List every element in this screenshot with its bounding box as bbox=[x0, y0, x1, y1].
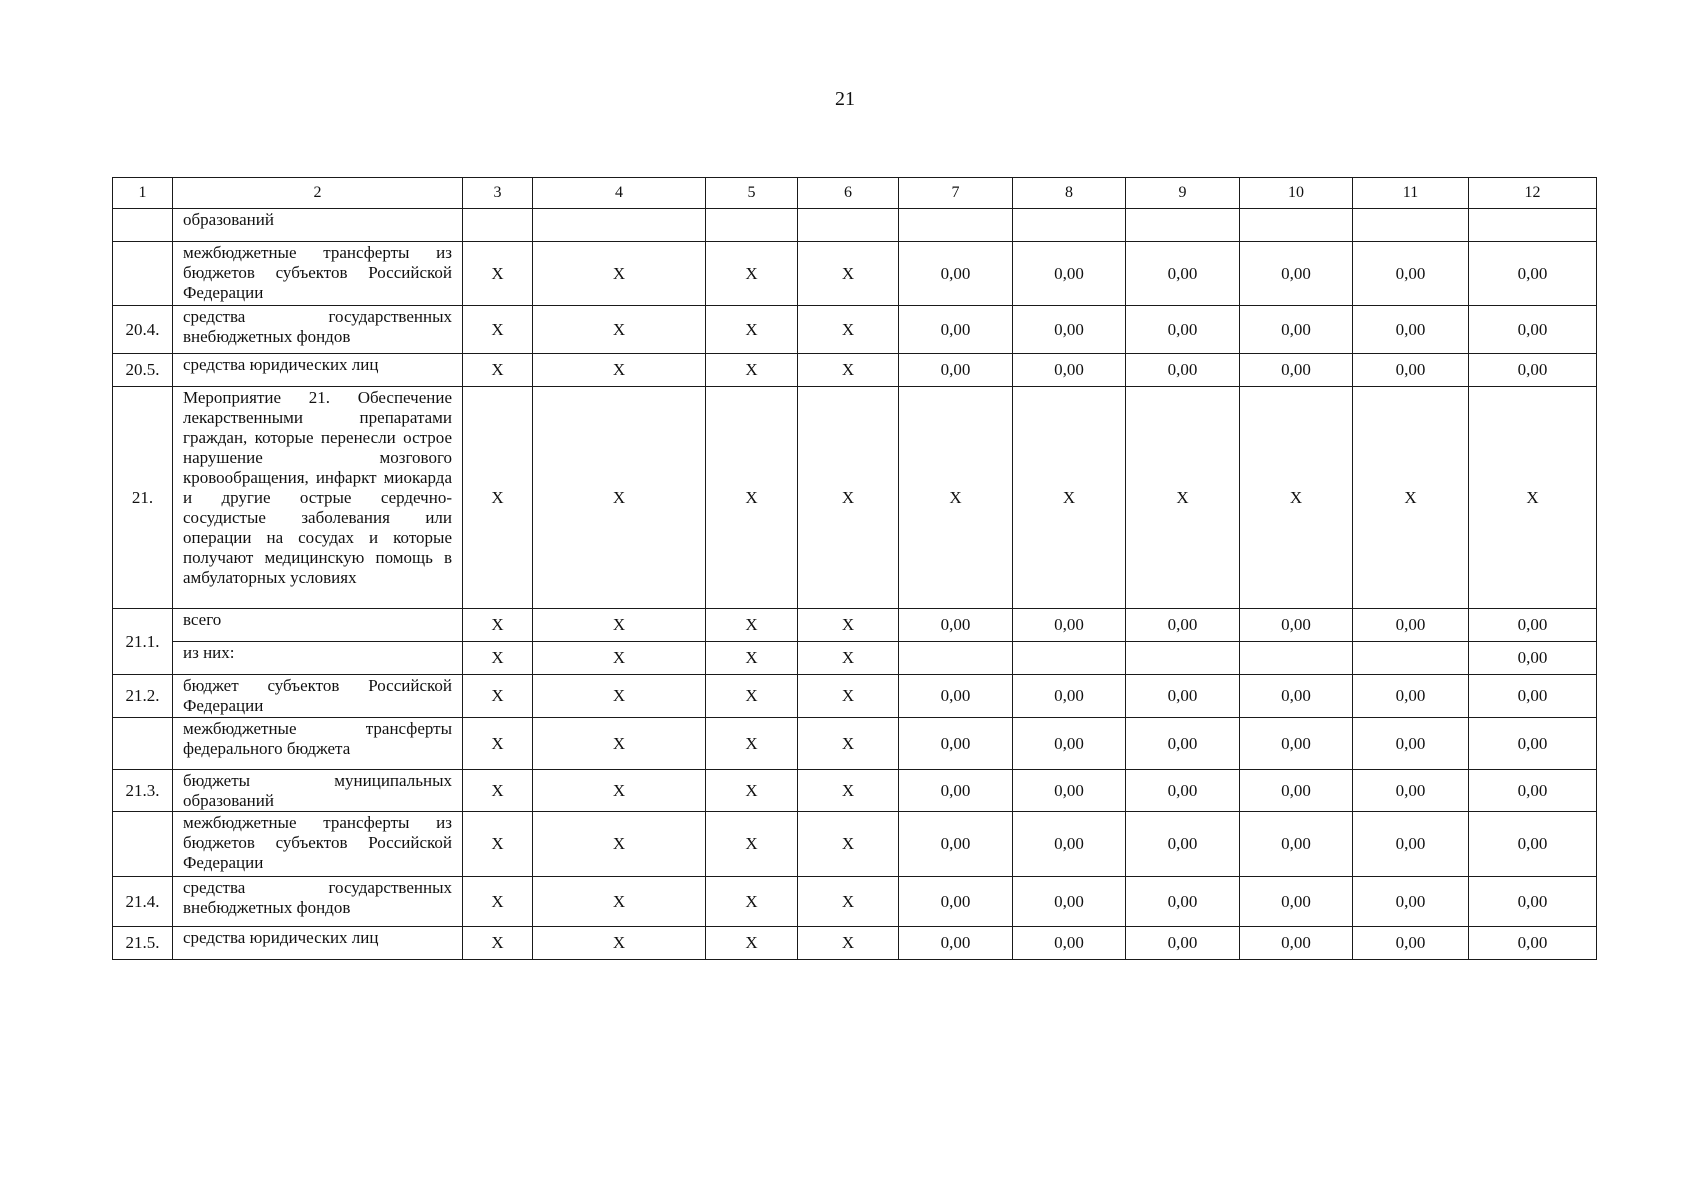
row-number: 21.4. bbox=[113, 877, 173, 927]
table-cell: 0,00 bbox=[1240, 927, 1353, 960]
table-cell: X bbox=[798, 242, 899, 306]
table-cell: 0,00 bbox=[1013, 718, 1126, 770]
table-cell: 0,00 bbox=[1240, 812, 1353, 877]
table-cell: 0,00 bbox=[1013, 770, 1126, 812]
row-name: всего bbox=[173, 609, 463, 642]
table-cell: 0,00 bbox=[1469, 812, 1597, 877]
table-cell: X bbox=[463, 770, 533, 812]
page-number: 21 bbox=[835, 88, 855, 110]
table-cell: X bbox=[798, 877, 899, 927]
table-cell: X bbox=[798, 306, 899, 354]
column-header: 4 bbox=[533, 178, 706, 209]
table-cell: 0,00 bbox=[899, 306, 1013, 354]
table-row bbox=[113, 242, 1597, 306]
table-cell: X bbox=[706, 642, 798, 675]
table-cell: 0,00 bbox=[1126, 927, 1240, 960]
column-header: 11 bbox=[1353, 178, 1469, 209]
row-name: образований bbox=[173, 209, 463, 242]
table-cell: 0,00 bbox=[1240, 675, 1353, 718]
table-cell bbox=[1353, 642, 1469, 675]
table-cell: 0,00 bbox=[1469, 877, 1597, 927]
table-cell: 0,00 bbox=[1126, 354, 1240, 387]
table-cell: X bbox=[1469, 387, 1597, 609]
table-cell: 0,00 bbox=[899, 812, 1013, 877]
table-cell: 0,00 bbox=[1013, 812, 1126, 877]
table-cell: X bbox=[533, 609, 706, 642]
table-cell: 0,00 bbox=[1240, 877, 1353, 927]
table-cell: 0,00 bbox=[1469, 242, 1597, 306]
table-cell: 0,00 bbox=[1013, 927, 1126, 960]
row-name: межбюджетные трансферты федерального бюджета bbox=[173, 718, 463, 770]
table-cell: 0,00 bbox=[1013, 609, 1126, 642]
table-row bbox=[113, 306, 1597, 354]
table-cell: 0,00 bbox=[1126, 770, 1240, 812]
table-cell: X bbox=[463, 242, 533, 306]
table-cell: 0,00 bbox=[1469, 354, 1597, 387]
row-number: 21.3. bbox=[113, 770, 173, 812]
table-cell: X bbox=[706, 354, 798, 387]
table-cell: 0,00 bbox=[1353, 927, 1469, 960]
row-number: 21.1. bbox=[113, 609, 173, 675]
table-cell: X bbox=[798, 927, 899, 960]
table-cell: X bbox=[798, 354, 899, 387]
table-cell: X bbox=[533, 242, 706, 306]
table-cell: X bbox=[463, 812, 533, 877]
column-header: 12 bbox=[1469, 178, 1597, 209]
table-cell: X bbox=[463, 718, 533, 770]
table-cell bbox=[1013, 642, 1126, 675]
table-cell bbox=[899, 642, 1013, 675]
row-number: 20.5. bbox=[113, 354, 173, 387]
table-cell: 0,00 bbox=[1353, 306, 1469, 354]
table-cell: X bbox=[706, 927, 798, 960]
table-row bbox=[113, 770, 1597, 812]
table-cell: 0,00 bbox=[1353, 877, 1469, 927]
table-cell bbox=[533, 209, 706, 242]
table-cell: 0,00 bbox=[1353, 354, 1469, 387]
table-cell: 0,00 bbox=[1126, 812, 1240, 877]
table-cell: 0,00 bbox=[899, 242, 1013, 306]
column-header: 10 bbox=[1240, 178, 1353, 209]
table-row bbox=[113, 812, 1597, 877]
table-cell: X bbox=[798, 718, 899, 770]
table-cell: X bbox=[1353, 387, 1469, 609]
table-cell: X bbox=[706, 609, 798, 642]
table-cell: 0,00 bbox=[1240, 718, 1353, 770]
table-cell: 0,00 bbox=[1126, 306, 1240, 354]
table-cell: X bbox=[463, 642, 533, 675]
table-cell: 0,00 bbox=[1469, 770, 1597, 812]
table-cell: 0,00 bbox=[1126, 242, 1240, 306]
table-cell bbox=[463, 209, 533, 242]
table-cell: X bbox=[463, 387, 533, 609]
row-number: 21.5. bbox=[113, 927, 173, 960]
table-cell: X bbox=[463, 927, 533, 960]
table-cell: X bbox=[463, 675, 533, 718]
column-header: 8 bbox=[1013, 178, 1126, 209]
row-name: межбюджетные трансферты из бюджетов субъектов Российской Федерации bbox=[173, 812, 463, 877]
row-name: межбюджетные трансферты из бюджетов субъектов Российской Федерации bbox=[173, 242, 463, 306]
table-cell: 0,00 bbox=[1240, 242, 1353, 306]
table-cell: X bbox=[706, 812, 798, 877]
column-header: 2 bbox=[173, 178, 463, 209]
table-cell: X bbox=[463, 354, 533, 387]
table-cell: X bbox=[706, 770, 798, 812]
table-row bbox=[113, 387, 1597, 609]
table-cell: 0,00 bbox=[1469, 609, 1597, 642]
budget-table bbox=[112, 177, 1597, 960]
table-cell bbox=[1126, 642, 1240, 675]
table-cell: X bbox=[706, 242, 798, 306]
table-cell: 0,00 bbox=[1240, 770, 1353, 812]
table-cell: X bbox=[798, 609, 899, 642]
table-cell: 0,00 bbox=[899, 718, 1013, 770]
table-cell bbox=[798, 209, 899, 242]
column-header: 1 bbox=[113, 178, 173, 209]
table-cell: X bbox=[533, 812, 706, 877]
table-cell: 0,00 bbox=[1013, 877, 1126, 927]
table-cell: X bbox=[899, 387, 1013, 609]
row-name: бюджет субъектов Российской Федерации bbox=[173, 675, 463, 718]
table-row bbox=[113, 609, 1597, 642]
table-cell: 0,00 bbox=[1469, 675, 1597, 718]
table-cell: X bbox=[706, 675, 798, 718]
table-cell: X bbox=[463, 877, 533, 927]
table-cell: X bbox=[533, 306, 706, 354]
table-cell bbox=[1126, 209, 1240, 242]
table-cell: 0,00 bbox=[1240, 609, 1353, 642]
table-cell: 0,00 bbox=[1353, 242, 1469, 306]
table-cell bbox=[706, 209, 798, 242]
table-cell: X bbox=[533, 354, 706, 387]
table-row bbox=[113, 209, 1597, 242]
table-cell: 0,00 bbox=[1353, 675, 1469, 718]
column-header: 7 bbox=[899, 178, 1013, 209]
table-cell: 0,00 bbox=[1126, 877, 1240, 927]
table-cell: X bbox=[706, 306, 798, 354]
table-cell: 0,00 bbox=[899, 675, 1013, 718]
table-cell: 0,00 bbox=[1240, 306, 1353, 354]
table-cell bbox=[1469, 209, 1597, 242]
table-cell: X bbox=[798, 642, 899, 675]
table-cell: 0,00 bbox=[899, 927, 1013, 960]
row-name: из них: bbox=[173, 642, 463, 675]
table-cell: X bbox=[533, 642, 706, 675]
column-header: 5 bbox=[706, 178, 798, 209]
table-body bbox=[113, 178, 1597, 960]
table-row bbox=[113, 718, 1597, 770]
table-cell bbox=[1240, 642, 1353, 675]
column-header: 9 bbox=[1126, 178, 1240, 209]
row-number bbox=[113, 718, 173, 770]
table-cell: X bbox=[463, 306, 533, 354]
table-cell: X bbox=[533, 770, 706, 812]
table-row bbox=[113, 675, 1597, 718]
table-row bbox=[113, 927, 1597, 960]
table-cell: 0,00 bbox=[1126, 609, 1240, 642]
table-cell: 0,00 bbox=[899, 877, 1013, 927]
row-number: 21. bbox=[113, 387, 173, 609]
table-cell: 0,00 bbox=[1013, 675, 1126, 718]
row-number bbox=[113, 242, 173, 306]
table-cell: 0,00 bbox=[1126, 718, 1240, 770]
table-cell: 0,00 bbox=[899, 770, 1013, 812]
table-cell: X bbox=[798, 387, 899, 609]
table-row bbox=[113, 354, 1597, 387]
table-row bbox=[113, 642, 1597, 675]
table-cell: X bbox=[533, 927, 706, 960]
table-cell: 0,00 bbox=[1469, 642, 1597, 675]
row-name: Мероприятие 21. Обеспечение лекарственными препаратами граждан, которые перенесли острое нарушение мозгового кровообращения, инфаркт миокарда и другие острые сердечно-сосудистые заболевания или операции на сосудах и которые получают медицинскую помощь в амбулаторных условиях bbox=[173, 387, 463, 609]
table-cell bbox=[1013, 209, 1126, 242]
table-cell: X bbox=[533, 718, 706, 770]
row-name: средства юридических лиц bbox=[173, 354, 463, 387]
table-cell: 0,00 bbox=[1240, 354, 1353, 387]
table-cell: 0,00 bbox=[899, 609, 1013, 642]
table-cell: X bbox=[706, 387, 798, 609]
row-name: средства государственных внебюджетных фондов bbox=[173, 306, 463, 354]
table-cell bbox=[899, 209, 1013, 242]
table-cell: X bbox=[1013, 387, 1126, 609]
table-cell: X bbox=[706, 877, 798, 927]
table-cell: 0,00 bbox=[899, 354, 1013, 387]
table-cell: 0,00 bbox=[1469, 306, 1597, 354]
table-cell: 0,00 bbox=[1013, 354, 1126, 387]
table-cell: 0,00 bbox=[1353, 609, 1469, 642]
table-cell: X bbox=[798, 812, 899, 877]
row-name: средства юридических лиц bbox=[173, 927, 463, 960]
table-cell bbox=[1240, 209, 1353, 242]
row-number bbox=[113, 209, 173, 242]
table-cell: 0,00 bbox=[1469, 927, 1597, 960]
column-header: 3 bbox=[463, 178, 533, 209]
table-cell: X bbox=[463, 609, 533, 642]
table-cell: X bbox=[1126, 387, 1240, 609]
table-cell bbox=[1353, 209, 1469, 242]
table-cell: 0,00 bbox=[1013, 306, 1126, 354]
header-row bbox=[113, 178, 1597, 209]
table-cell: 0,00 bbox=[1353, 718, 1469, 770]
row-name: средства государственных внебюджетных фондов bbox=[173, 877, 463, 927]
table-cell: 0,00 bbox=[1469, 718, 1597, 770]
row-name: бюджеты муниципальных образований bbox=[173, 770, 463, 812]
row-number: 20.4. bbox=[113, 306, 173, 354]
table-cell: X bbox=[533, 675, 706, 718]
table-cell: X bbox=[533, 387, 706, 609]
row-number bbox=[113, 812, 173, 877]
table-cell: 0,00 bbox=[1353, 812, 1469, 877]
table-row bbox=[113, 877, 1597, 927]
table-cell: X bbox=[706, 718, 798, 770]
table-cell: X bbox=[798, 675, 899, 718]
column-header: 6 bbox=[798, 178, 899, 209]
row-number: 21.2. bbox=[113, 675, 173, 718]
table-cell: 0,00 bbox=[1013, 242, 1126, 306]
table-cell: X bbox=[1240, 387, 1353, 609]
table-cell: 0,00 bbox=[1353, 770, 1469, 812]
table-cell: X bbox=[798, 770, 899, 812]
table-cell: 0,00 bbox=[1126, 675, 1240, 718]
table-cell: X bbox=[533, 877, 706, 927]
